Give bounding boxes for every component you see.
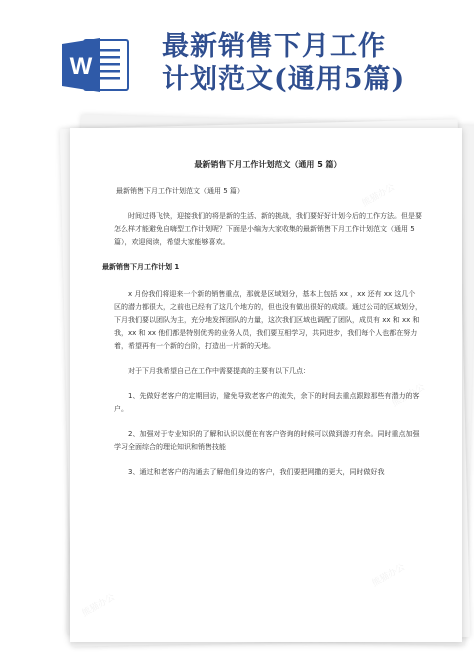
word-document-icon [62, 36, 132, 94]
body-paragraph: 对于下月我希望自己在工作中需要提高的主要有以下几点： [128, 367, 310, 375]
list-item: 1、先做好老客户的定期回访，避免导致老客户的流失，余下的时间去重点跟踪那些有潜力的客户。 [114, 392, 420, 413]
intro-paragraph: 时间过得飞快，迎接我们的将是新的生活、新的挑战，我们要好好计划今后的工作方法。但是要怎么样才能避免自嗨型工作计划呢？下面是小编为大家收集的最新销售下月工作计划范文（通用 5 篇），欢迎阅读，希望大家能够喜欢。 [114, 212, 422, 246]
word-icon-letter: W [69, 53, 93, 80]
list-item: 2、加强对于专业知识的了解和认识以便在有客户咨询的时候可以做到游刃有余。同时重点加强学习全面综合的理论知识和销售技能 [114, 430, 420, 451]
document-page [70, 128, 462, 642]
document-body [102, 158, 422, 491]
document-title: 最新销售下月工作计划范文（通用 5 篇） [194, 160, 342, 169]
watermark: 熊猫办公 [370, 562, 407, 590]
list-item: 3、通过和老客户的沟通去了解他们身边的客户，我们要把网撒的更大，同时做好我 [128, 468, 385, 476]
watermark: 熊猫办公 [390, 382, 427, 410]
section-heading: 最新销售下月工作计划 1 [102, 263, 180, 271]
document-subtitle: 最新销售下月工作计划范文（通用 5 篇） [116, 187, 244, 195]
header-banner [0, 0, 474, 118]
watermark: 熊猫办公 [360, 182, 397, 210]
body-paragraph: x 月份我们将迎来一个新的销售重点，那就是区域划分，基本上包括 xx ，xx 还有 xx 这几个区的潜力都很大，之前也已经有了这几个地方的，但也没有做出很好的成绩。通过公司的区域划分，下月我们要以团队为主，充分地发挥团队的力量，这次我们区域也调配了团队，成员有 xx 和 xx 和我，xx 和 xx 他们都是特别优秀的业务人员，我们要互相学习，共同进步，我们每个人也都在努力着，希望再有一个新的台阶，打造出一片新的天地。 [114, 290, 422, 350]
page-title-line-2: 计划范文(通用5篇) [162, 64, 406, 95]
page-title-line-1: 最新销售下月工作 [162, 31, 386, 62]
watermark: 熊猫办公 [80, 592, 117, 620]
page-title [162, 30, 462, 96]
